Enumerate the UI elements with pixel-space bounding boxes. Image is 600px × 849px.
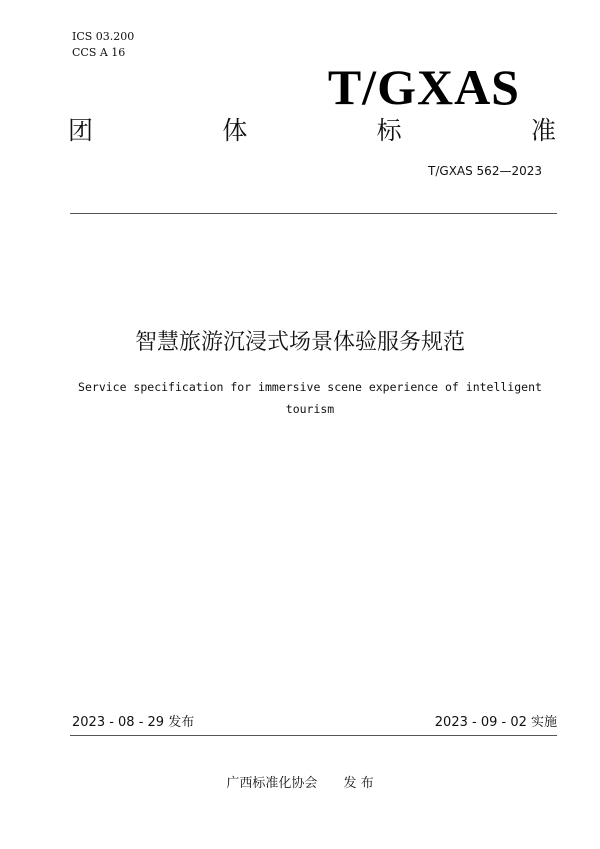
publisher-line (0, 775, 600, 793)
bottom-divider (70, 735, 557, 736)
standard-code: T/GXAS 562—2023 (428, 164, 542, 178)
category-char-3: 标 (376, 116, 402, 145)
category-char-1: 团 (68, 116, 94, 145)
chinese-title: 智慧旅游沉浸式场景体验服务规范 (134, 330, 465, 355)
category-char-2: 体 (222, 116, 248, 145)
ccs-classification: CCS A 16 (72, 46, 126, 59)
standard-category (68, 114, 556, 148)
publish-date: 2023 - 08 - 29 发布 (72, 715, 195, 730)
top-divider (70, 213, 557, 214)
ics-classification: ICS 03.200 (72, 30, 135, 43)
category-char-4: 准 (530, 116, 556, 145)
implement-date: 2023 - 09 - 02 实施 (434, 715, 557, 730)
publisher-organization: 广西标准化协会 (226, 776, 318, 791)
standard-logo: T/GXAS (327, 59, 520, 115)
english-title: Service specification for immersive scene experience of intelligent tourism (78, 380, 542, 416)
publisher-action: 发 布 (343, 776, 374, 791)
